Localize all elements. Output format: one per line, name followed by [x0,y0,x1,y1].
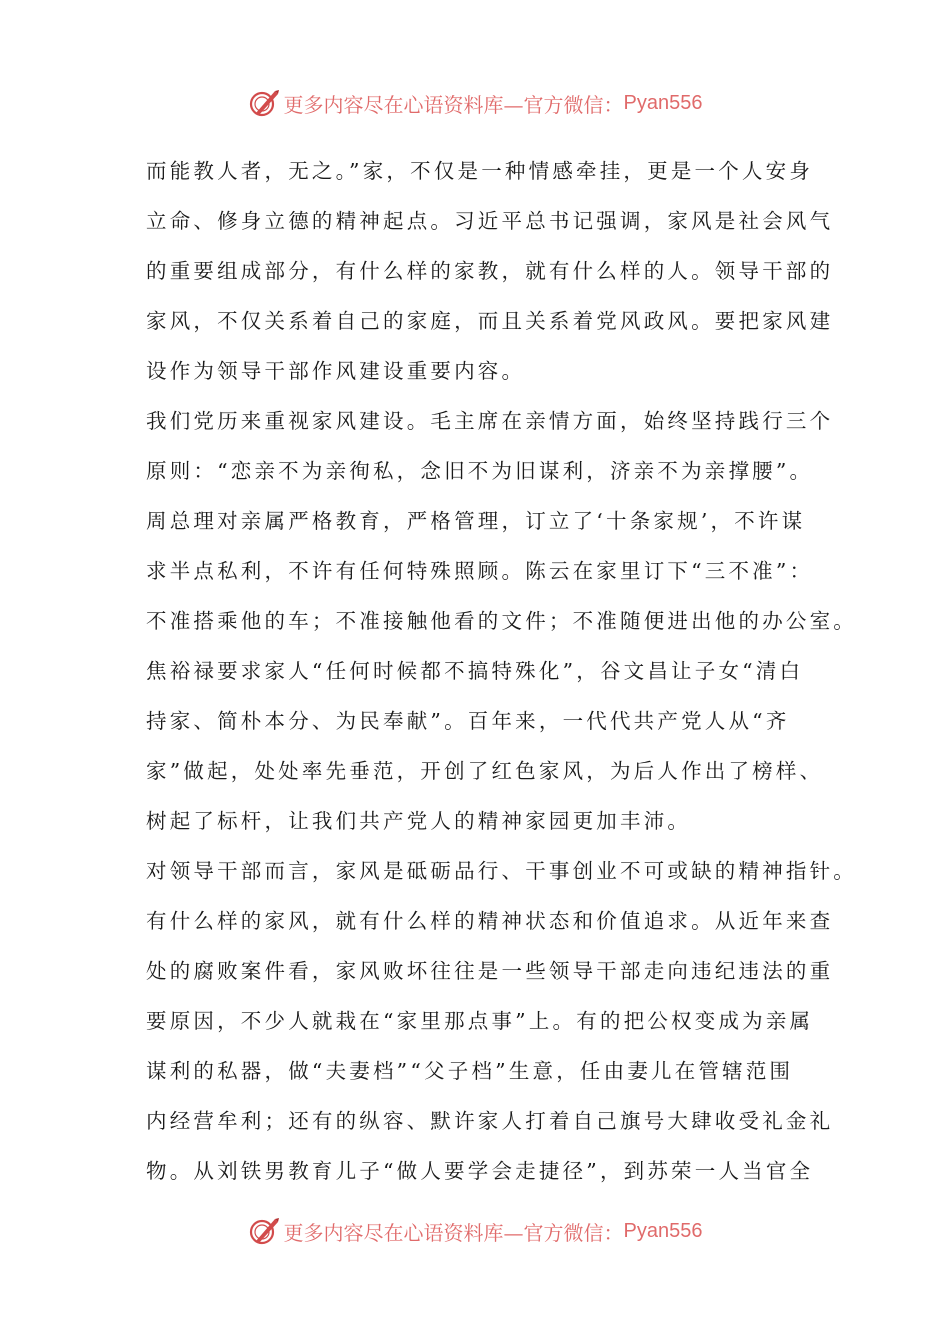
text-line: 不准搭乘他的车；不准接触他看的文件；不准随便进出他的办公室。 [146,609,857,633]
text-line: 处的腐败案件看，家风败坏往往是一些领导干部走向违纪违法的重 [146,959,834,983]
footer-watermark [0,1211,950,1251]
text-line: 的重要组成部分，有什么样的家教，就有什么样的人。领导干部的 [146,259,834,283]
header-banner-text: 更多内容尽在心语资料库—官方微信： [283,92,624,117]
text-line: 我们党历来重视家风建设。毛主席在亲情方面，始终坚持践行三个 [146,409,834,433]
text-line: 原则：“恋亲不为亲徇私，念旧不为旧谋利，济亲不为亲撑腰”。 [146,459,814,483]
text-line: 树起了标杆，让我们共产党人的精神家园更加丰沛。 [146,809,692,833]
text-line: 物。从刘铁男教育儿子“做人要学会走捷径”，到苏荣一人当官全 [146,1159,814,1183]
text-line: 设作为领导干部作风建设重要内容。 [146,359,526,383]
text-line: 要原因，不少人就栽在“家里那点事”上。有的把公权变成为亲属 [146,1009,814,1033]
text-line: 周总理对亲属严格教育，严格管理，订立了‘十条家规’，不许谋 [146,509,806,533]
text-line: 谋利的私器，做“夫妻档”“父子档”生意，任由妻儿在管辖范围 [146,1059,794,1083]
header-watermark [0,83,950,123]
pen-logo-icon [248,87,280,119]
text-line: 持家、简朴本分、为民奉献”。百年来，一代代共产党人从“齐 [146,709,790,733]
text-line: 家”做起，处处率先垂范，开创了红色家风，为后人作出了榜样、 [146,759,824,783]
text-line: 求半点私利，不许有任何特殊照顾。陈云在家里订下“三不准”： [146,559,814,583]
text-line: 对领导干部而言，家风是砥砺品行、干事创业不可或缺的精神指针。 [146,859,857,883]
footer-banner-text: 更多内容尽在心语资料库—官方微信： [283,1220,624,1245]
footer-wechat-id: Pyan556 [623,1219,703,1242]
document-body [146,146,857,1196]
text-line: 内经营牟利；还有的纵容、默许家人打着自己旗号大肆收受礼金礼 [146,1109,834,1133]
header-wechat-id: Pyan556 [623,91,703,114]
text-line: 有什么样的家风，就有什么样的精神状态和价值追求。从近年来查 [146,909,834,933]
text-line: 焦裕禄要求家人“任何时候都不搞特殊化”，谷文昌让子女“清白 [146,659,804,683]
pen-logo-icon [248,1215,280,1247]
text-line: 家风，不仅关系着自己的家庭，而且关系着党风政风。要把家风建 [146,309,834,333]
text-line: 立命、修身立德的精神起点。习近平总书记强调，家风是社会风气 [146,209,834,233]
text-line: 而能教人者，无之。”家，不仅是一种情感牵挂，更是一个人安身 [146,159,814,183]
